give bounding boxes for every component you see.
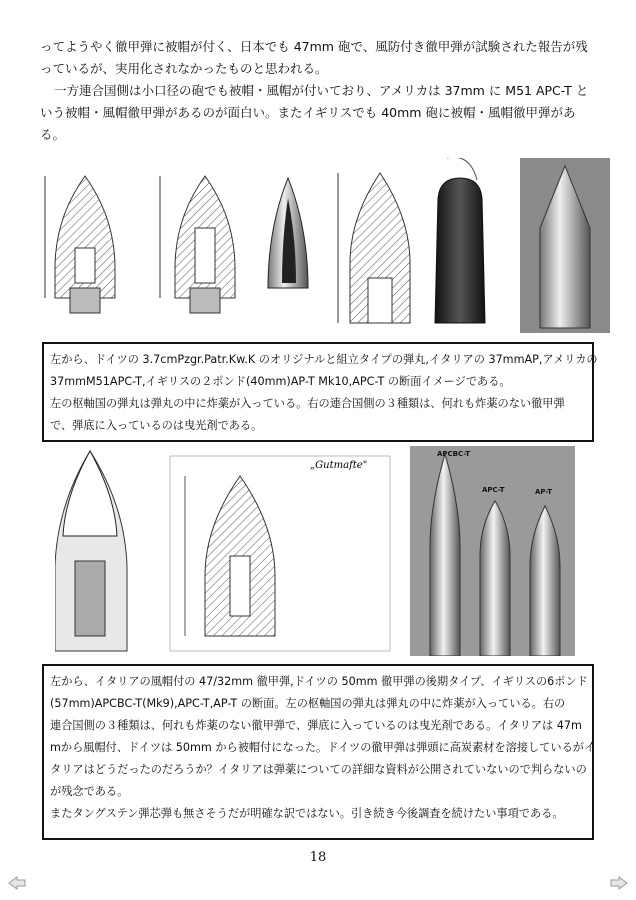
label-apcbc-t: APCBC-T: [437, 450, 470, 458]
italian-37mm-ap-image: [268, 178, 308, 288]
caption-2-line: 連合国側の３種類は、何れも炸薬のない徹甲弾で、弾底に入っているのは曳光剤である。イタリアは 47m: [50, 719, 582, 732]
caption-2-line: mから風帽付、ドイツは 50mm から被帽付になった。ドイツの徹甲弾は弾頭に高炭素材を溶接しているがイ: [50, 741, 596, 754]
german-37mm-assembled-drawing: [160, 176, 235, 313]
figure-row-2: [55, 446, 575, 656]
label-apc-t: APC-T: [482, 486, 505, 494]
caption-2-line: が残念である。: [50, 785, 129, 798]
label-ap-t: AP-T: [535, 488, 553, 496]
page-number: 18: [309, 850, 327, 865]
british-6pdr-photo: [410, 446, 575, 656]
paragraph-1: ってようやく徹甲弾に被帽が付く、日本でも 47mm 砲で、風防付き徹甲弾が試験された報告が残っているが、実用化されなかったものと思われる。: [40, 39, 588, 76]
caption-2-line: タリアはどうだったのだろうか？イタリアは弾薬についての詳細な資料が公開されていないので判らないの: [50, 763, 587, 776]
drawing-title: „Gutmafte": [310, 460, 368, 471]
german-50mm-drawing: [170, 456, 390, 651]
paragraph-2: 一方連合国側は小口径の砲でも被帽・風帽が付いており、アメリカは 37mm に M51 APC-T という被帽・風帽徹甲弾があるのが面白い。またイギリスでも 40mm 砲に被帽・風帽徹甲弾がある。: [40, 83, 589, 142]
caption-1-line: 左から、ドイツの 3.7cmPzgr.Patr.Kw.K のオリジナルと組立タイプの弾丸,イタリアの 37mmAP,アメリカの: [50, 353, 598, 366]
us-37mm-m51-drawing: [338, 173, 410, 323]
british-2pdr-ap-image: [435, 158, 485, 323]
caption-box-1: [42, 342, 598, 442]
caption-1-line: 37mmM51APC-T,イギリスの２ポンド(40mm)AP-T Mk10,APC-T の断面イメージである。: [50, 375, 511, 388]
caption-1-line: 左の枢軸国の弾丸は弾丸の中に炸薬が入っている。右の連合国側の３種類は、何れも炸薬のない徹甲弾: [50, 397, 565, 410]
caption-1-line: で、弾底に入っているのは曳光剤である。: [50, 419, 263, 432]
british-2pdr-apc-image: [520, 158, 610, 333]
next-page-arrow-icon[interactable]: [610, 876, 628, 890]
caption-box-2: [42, 664, 594, 840]
caption-2-line: 左から、イタリアの風帽付の 47/32mm 徹甲弾,ドイツの 50mm 徹甲弾の後期タイプ、イギリスの6ポンド: [50, 675, 588, 688]
caption-2-line: またタングステン弾芯弾も無さそうだが明確な訳ではない。引き続き今後調査を続けたい事項である。: [50, 807, 564, 820]
figure-row-1: [30, 158, 610, 338]
caption-2-line: (57mm)APCBC-T(Mk9),APC-T,AP-T の断面。左の枢軸国の弾丸は弾丸の中に炸薬が入っている。右の: [50, 697, 566, 710]
german-37mm-original-drawing: [45, 176, 115, 313]
italian-47-32mm-image: [55, 451, 127, 651]
previous-page-arrow-icon[interactable]: [8, 876, 26, 890]
